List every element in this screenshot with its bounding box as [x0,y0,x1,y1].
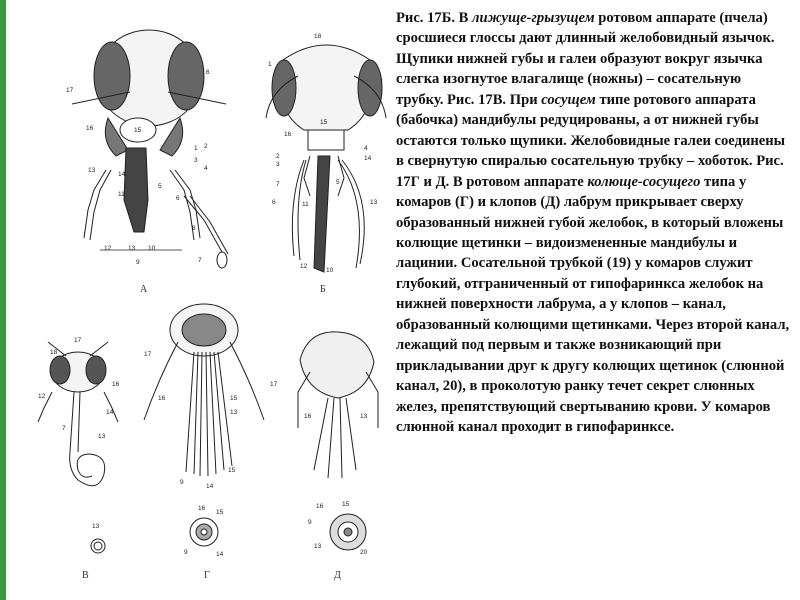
panel-a-label: 13 [128,245,136,252]
panel-letter-e: Д [334,570,341,581]
panel-a-label: 10 [148,245,156,252]
description-text [396,8,792,438]
panel-a-label: 15 [134,127,142,134]
panel-d-label: 9 [180,479,184,486]
panel-e-label: 17 [270,381,278,388]
panel-e-drawing [298,332,378,550]
text-run: ротовом аппарате (пчела) сросшиеся глоссы дают длинный желобовидный язычок. Щупики нижней губы и галеи образуют вокруг язычка слегка изогнутое влагалище (ножны) – сосательную трубку. Рис. 17В. При [396,10,775,108]
panel-a-label: 6 [206,69,210,76]
panel-c-label: 13 [98,433,106,440]
panel-a-label: 14 [118,171,126,178]
panel-d-label: 15 [230,395,238,402]
panel-d-label: 17 [144,351,152,358]
panel-d-label: 15 [228,467,236,474]
panel-d-label: 14 [216,551,224,558]
panel-b-label: 7 [276,181,280,188]
panel-c-label: 17 [74,337,82,344]
panel-e-label: 13 [360,413,368,420]
panel-d-label: 15 [216,509,224,516]
panel-a-label: 17 [66,87,74,94]
panel-d-label: 9 [184,549,188,556]
panel-a-label: 4 [204,165,208,172]
panel-b-label: 15 [320,119,328,126]
panel-b-label: 12 [300,263,308,270]
panel-b-label: 18 [314,33,322,40]
panel-a-label: 6 [176,195,180,202]
panel-letter-b: Б [320,284,326,295]
panel-e-label: 13 [314,543,322,550]
panel-a-label: 5 [158,183,162,190]
panel-a-label: 12 [104,245,112,252]
panel-d-label: 16 [198,505,206,512]
panel-letter-c: В [82,570,89,581]
term-licking-chewing: лижуще-грызущем [472,10,595,26]
term-piercing-sucking: колюще-сосущего [587,173,701,190]
panel-a-label: 16 [86,125,94,132]
panel-e-label: 9 [308,519,312,526]
panel-b-label: 3 [276,161,280,168]
panel-b-label: 14 [364,155,372,162]
panel-e-label: 20 [360,549,368,556]
panel-c-label: 16 [112,381,120,388]
panel-c-label: 18 [50,349,58,356]
text-run: типа у комаров (Г) и клопов (Д) лабрум прикрывает сверху образованный нижней губой желобок, в который вложены колющие щетинки – видоизмененные мандибулы и лацинии. Сосательной трубкой (19) у комаров служит глубокий, отграниченный от гипофаринкса желобок на нижней поверхности лабрума, а у клопов – канал, образованный колющими щетинками. Через второй канал, лежащий под первым и также возникающий при прикладывании друг к другу колющих щетинок (слюнной канал, 20), в проколотую ранку течет секрет слюнных желез, препятствующий свертыванию крови. У комаров слюнной канал проходит в гипофаринксе. [396,173,790,436]
panel-d-label: 13 [230,409,238,416]
panel-b-label: 2 [276,153,280,160]
mouthparts-figure [8,0,388,600]
panel-b-label: 11 [302,201,309,208]
panel-e-label: 16 [316,503,324,510]
panel-c-label: 14 [106,409,114,416]
panel-b-label: 1 [268,61,272,68]
panel-c-label: 13 [92,523,100,530]
panel-b-label: 5 [336,179,340,186]
panel-a-label: 1 [194,145,198,152]
panel-b-label: 10 [326,267,334,274]
panel-a-label: 2 [204,143,208,150]
panel-b-label: 4 [364,145,368,152]
panel-d-label: 16 [158,395,166,402]
panel-a-label: 13 [88,167,96,174]
panel-c-label: 7 [62,425,66,432]
panel-b-label: 6 [272,199,276,206]
text-run: типе ротового аппарата (бабочка) мандибулы редуцированы, а от нижней губы остаются только щупики. Желобовидные галеи соединены в свернутую спиралью сосательную трубку – хоботок. Рис. 17Г и Д. В ротовом аппарате [396,91,786,190]
panel-e-label: 15 [342,501,350,508]
left-accent-strip [0,0,6,600]
panel-c-drawing [38,342,118,553]
panel-a-label: 8 [192,225,196,232]
panel-b-label: 16 [284,131,292,138]
panel-a-label: 11 [118,191,125,198]
panel-c-label: 12 [38,393,46,400]
panel-a-label: 3 [194,157,198,164]
panel-letter-a: А [140,284,148,295]
description-paragraph [396,8,792,438]
panel-e-label: 16 [304,413,312,420]
panel-a-label: 7 [198,257,202,264]
panel-a-label: 9 [136,259,140,266]
term-sucking: сосущем [541,91,596,108]
panel-b-label: 13 [370,199,378,206]
panel-d-label: 14 [206,483,214,490]
text-run: Рис. 17Б. В [396,10,473,26]
panel-letter-d: Г [204,570,210,581]
